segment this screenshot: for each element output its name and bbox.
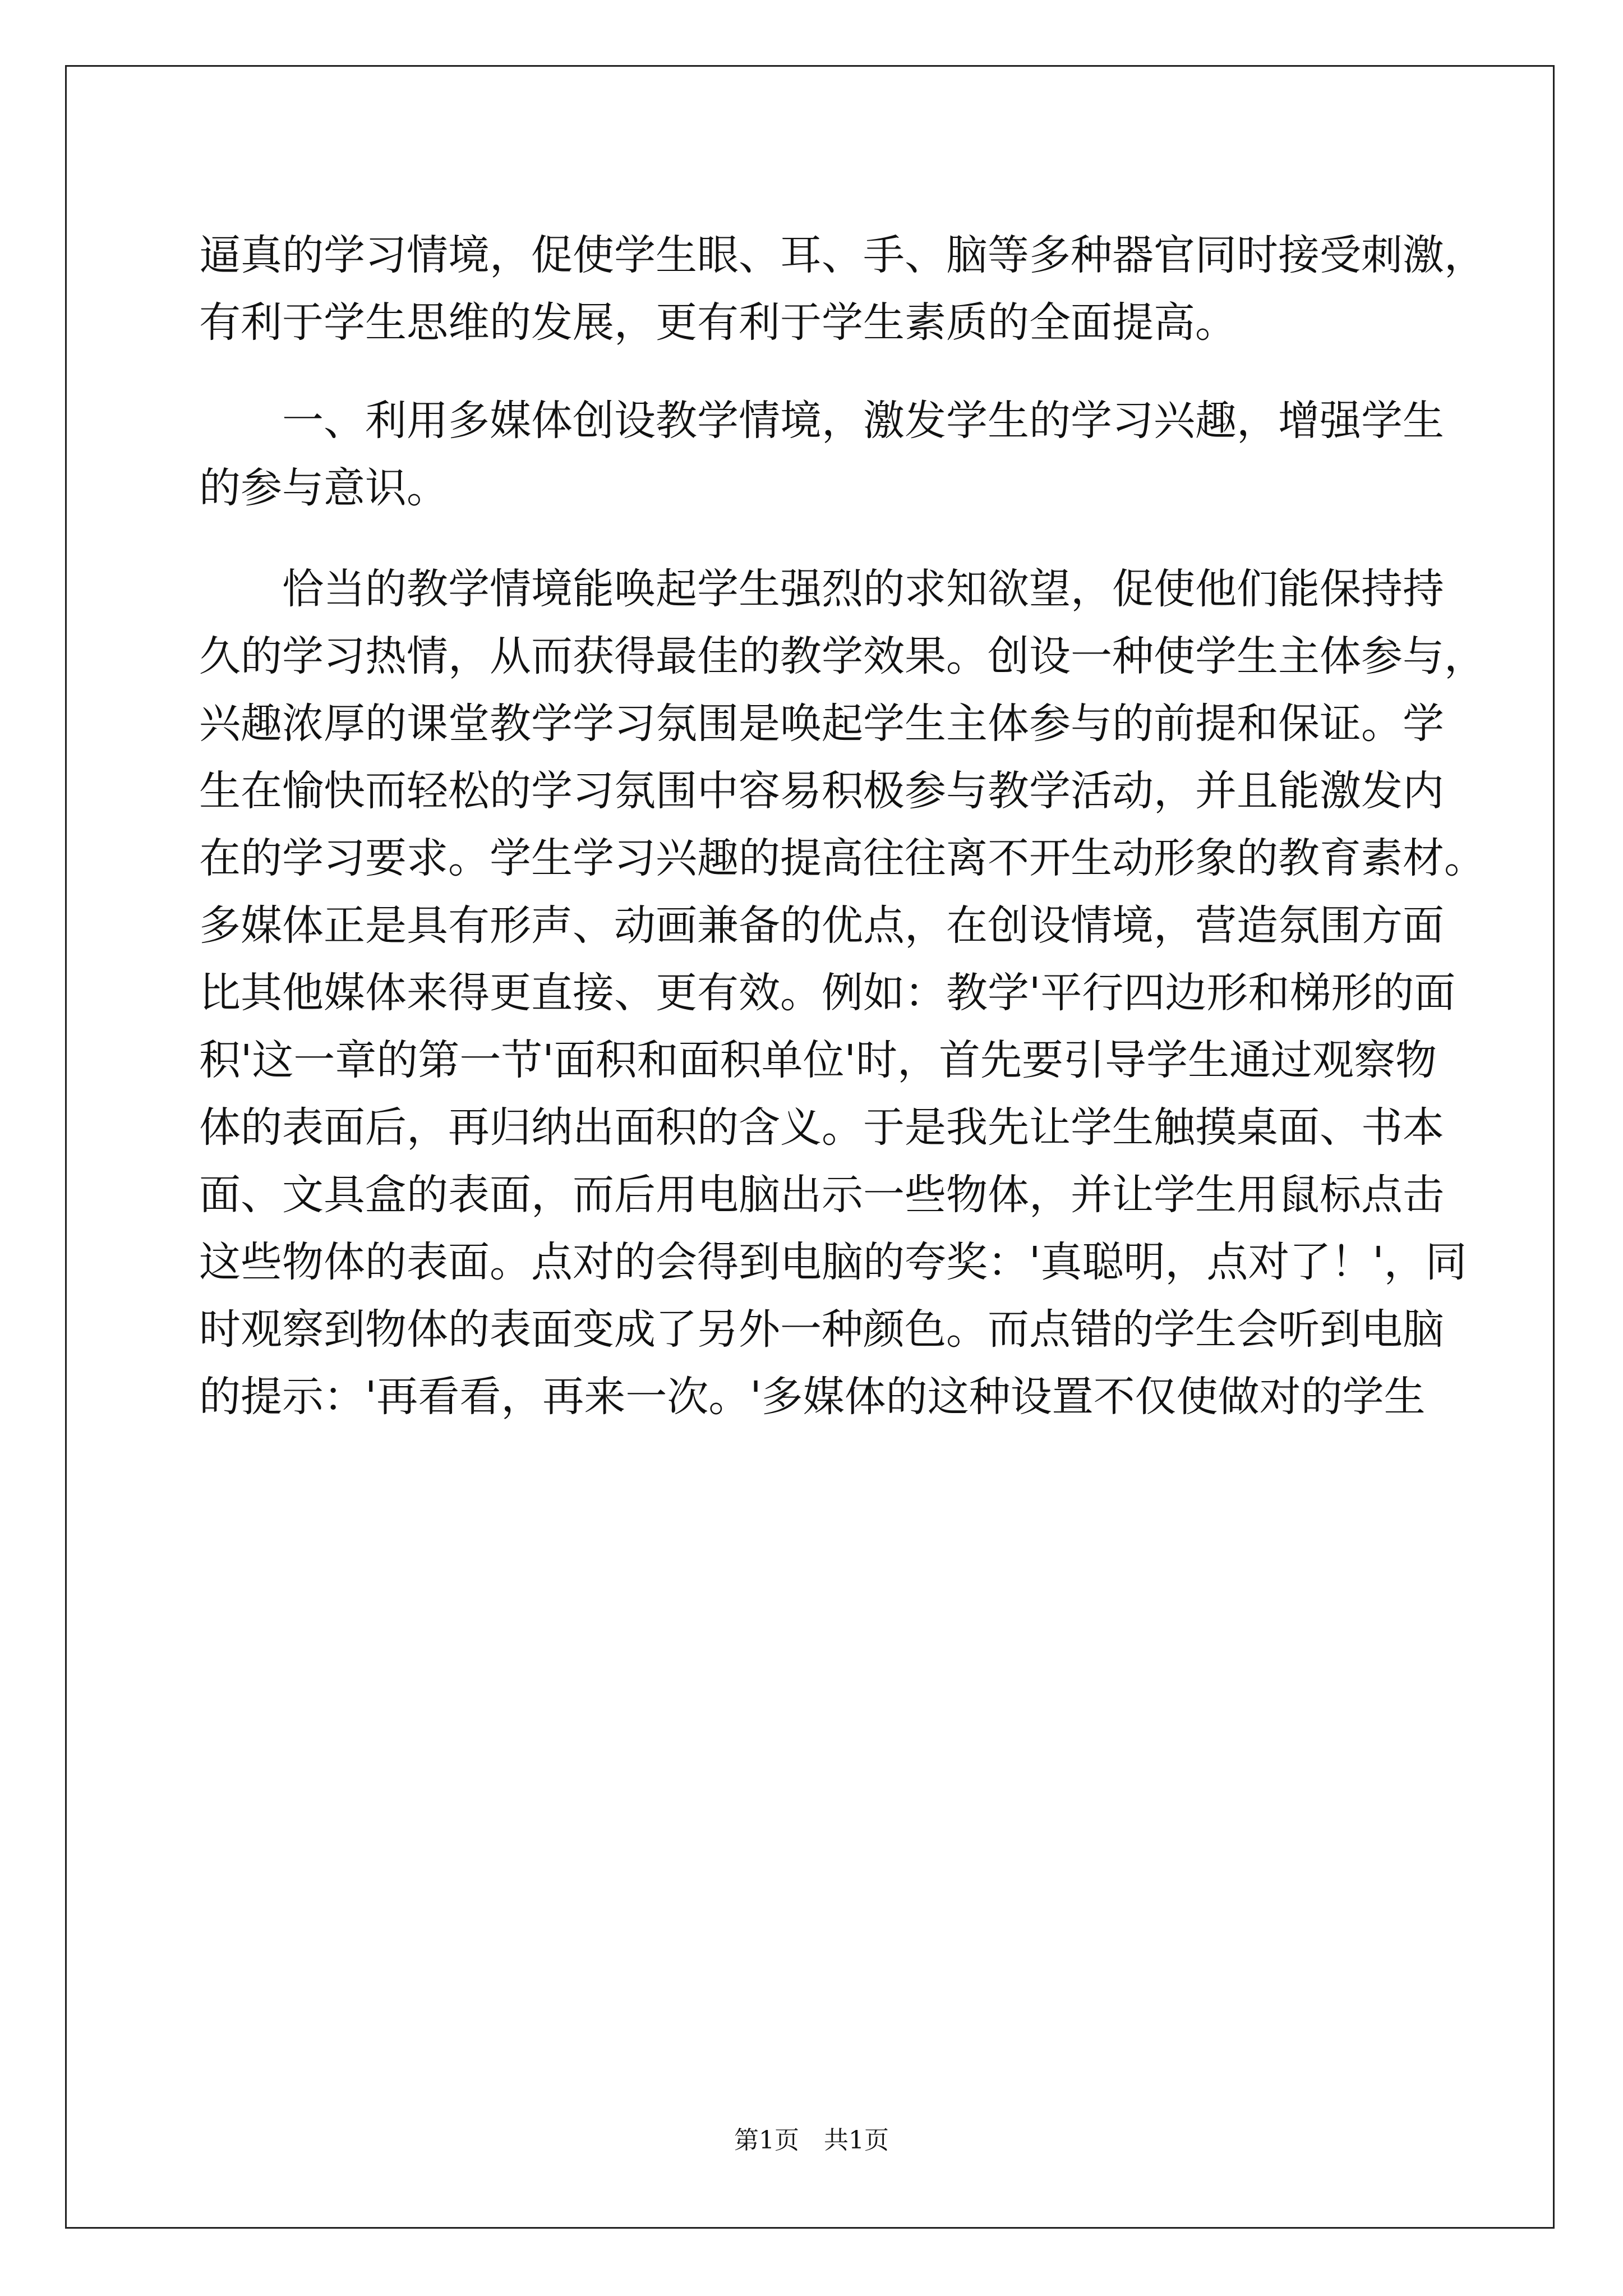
section-heading-line: 的参与意识。 xyxy=(199,464,448,512)
text-line: 体的表面后，再归纳出面积的含义。于是我先让学生触摸桌面、书本 xyxy=(199,1103,1444,1152)
text-line: 久的学习热情，从而获得最佳的教学效果。创设一种使学生主体参与， xyxy=(199,632,1486,680)
text-line: 比其他媒体来得更直接、更有效。例如：教学'平行四边形和梯形的面 xyxy=(199,969,1456,1017)
page-number-footer: 第1页 共1页 xyxy=(734,2126,889,2155)
text-line: 的提示：'再看看，再来一次。'多媒体的这种设置不仅使做对的学生 xyxy=(199,1373,1426,1421)
text-line: 面、文具盒的表面，而后用电脑出示一些物体，并让学生用鼠标点击 xyxy=(199,1171,1444,1219)
text-line: 在的学习要求。学生学习兴趣的提高往往离不开生动形象的教育素材。 xyxy=(199,834,1486,882)
text-line: 兴趣浓厚的课堂教学学习氛围是唤起学生主体参与的前提和保证。学 xyxy=(199,700,1444,748)
text-line: 积'这一章的第一节'面积和面积单位'时，首先要引导学生通过观察物 xyxy=(199,1036,1437,1084)
text-line: 逼真的学习情境，促使学生眼、耳、手、脑等多种器官同时接受刺激， xyxy=(199,231,1486,279)
text-line: 生在愉快而轻松的学习氛围中容易积极参与教学活动，并且能激发内 xyxy=(199,767,1444,815)
paragraph-first-line: 恰当的教学情境能唤起学生强烈的求知欲望，促使他们能保持持 xyxy=(282,565,1444,613)
text-line: 这些物体的表面。点对的会得到电脑的夸奖：'真聪明，点对了！'，同 xyxy=(199,1238,1467,1286)
text-line: 有利于学生思维的发展，更有利于学生素质的全面提高。 xyxy=(199,298,1237,347)
text-line: 多媒体正是具有形声、动画兼备的优点，在创设情境，营造氛围方面 xyxy=(199,901,1444,950)
text-line: 时观察到物体的表面变成了另外一种颜色。而点错的学生会听到电脑 xyxy=(199,1305,1444,1354)
section-heading-line: 一、利用多媒体创设教学情境，激发学生的学习兴趣，增强学生 xyxy=(282,397,1444,445)
